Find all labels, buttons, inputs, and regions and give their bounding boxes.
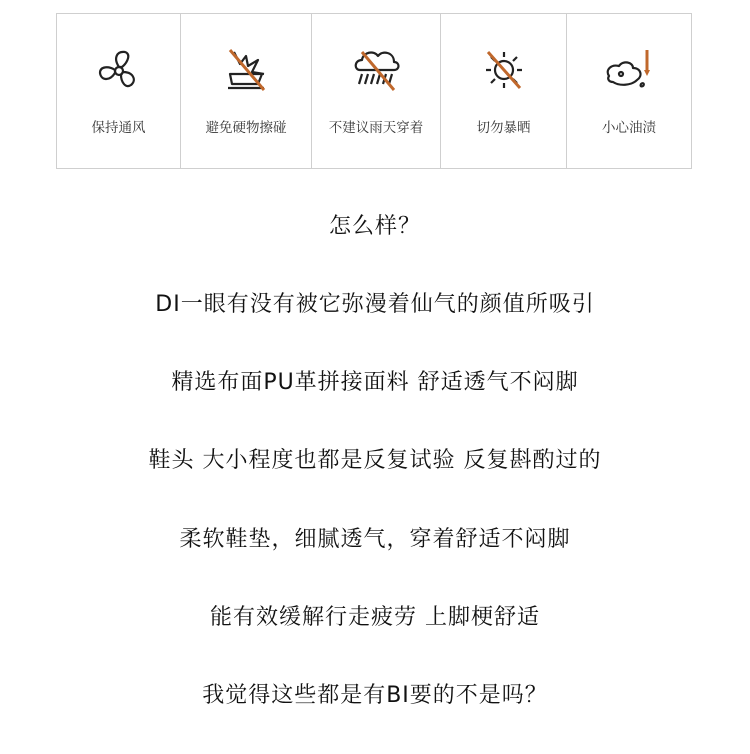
care-label-avoid-impact: 避免硬物擦碰 (205, 120, 287, 136)
text-line-6: 能有效缓解行走疲劳 上脚梗舒适 (210, 605, 540, 630)
text-line-3: 精选布面PU革拼接面料 舒适透气不闷脚 (171, 370, 579, 395)
sun-prohibited-icon (476, 46, 532, 94)
text-line-4: 鞋头 大小程度也都是反复试验 反复斟酌过的 (148, 448, 602, 473)
care-item-avoid-impact (181, 14, 312, 168)
rain-prohibited-icon (348, 46, 404, 94)
care-item-oil-stain (567, 14, 691, 168)
care-label-no-rain: 不建议雨天穿着 (328, 120, 424, 136)
care-label-ventilate: 保持通风 (91, 120, 146, 136)
care-item-ventilate (57, 14, 181, 168)
care-label-oil-stain: 小心油渍 (602, 120, 656, 136)
oil-stain-icon (601, 46, 657, 94)
text-line-2: DI一眼有没有被它弥漫着仙气的颜值所吸引 (155, 292, 595, 317)
text-line-7: 我觉得这些都是有BI要的不是吗？ (202, 683, 548, 708)
care-item-no-sun (441, 14, 567, 168)
impact-prohibited-icon (218, 46, 274, 94)
care-item-no-rain (312, 14, 441, 168)
care-label-no-sun: 切勿暴晒 (476, 120, 531, 136)
text-line-1: 怎么样？ (328, 214, 421, 239)
text-line-5: 柔软鞋垫，细腻透气，穿着舒适不闷脚 (179, 527, 571, 552)
fan-icon (91, 46, 147, 94)
care-instructions-panel (56, 13, 692, 169)
